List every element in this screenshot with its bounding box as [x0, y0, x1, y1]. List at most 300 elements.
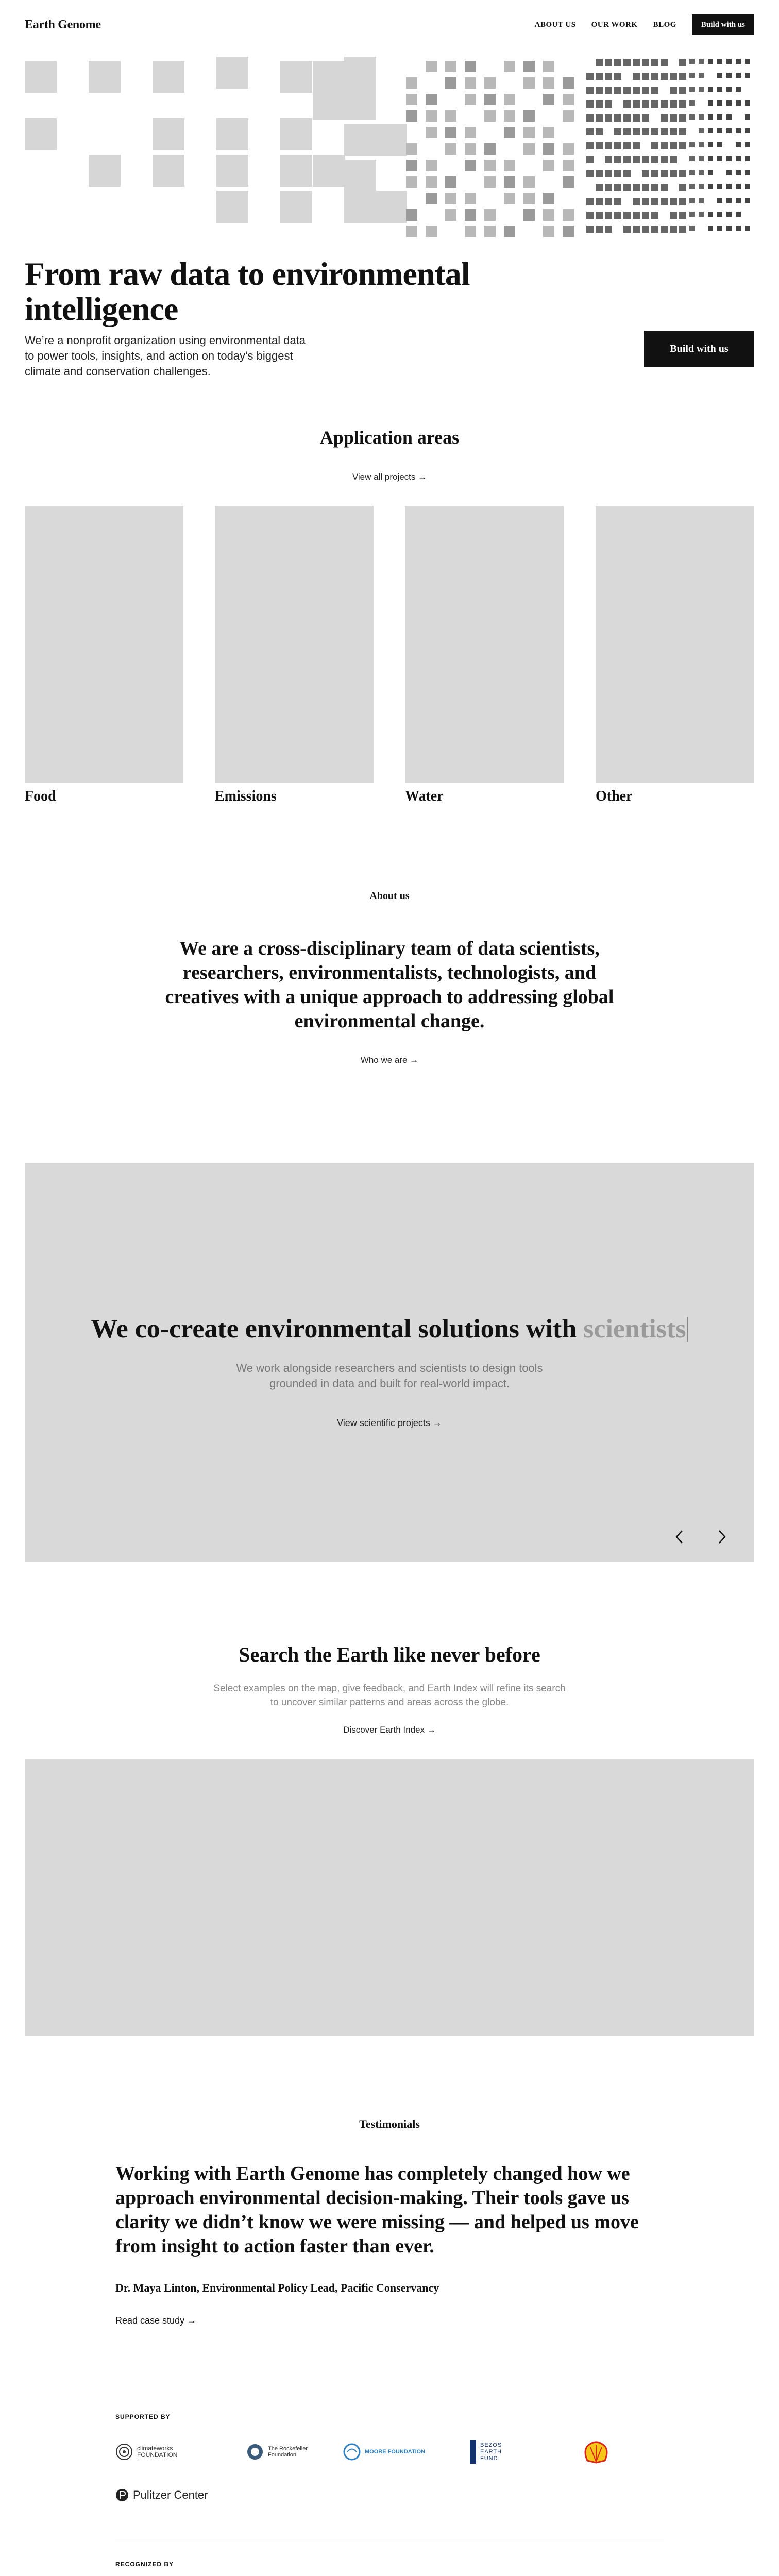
pattern-square — [445, 61, 456, 72]
pattern-square — [708, 59, 713, 64]
pattern-square — [465, 94, 476, 105]
pattern-square — [426, 176, 437, 188]
pattern-square — [426, 226, 437, 237]
pattern-square — [717, 212, 722, 217]
pattern-square — [679, 73, 686, 80]
cocreate-carousel — [25, 1163, 754, 1562]
pattern-square — [745, 170, 750, 175]
pattern-square — [586, 226, 594, 233]
pattern-square — [426, 160, 437, 171]
hero-title: From raw data to environmental intelligence — [25, 256, 470, 327]
supported-by-label: SUPPORTED BY — [115, 2413, 171, 2420]
pattern-square — [563, 209, 574, 221]
pattern-square — [633, 212, 640, 219]
pattern-square — [736, 156, 741, 161]
pattern-square — [689, 100, 695, 106]
pattern-square — [661, 142, 668, 149]
top-nav — [0, 0, 779, 49]
pattern-square — [651, 212, 658, 219]
pattern-square — [717, 142, 722, 147]
pattern-square — [661, 100, 668, 108]
pattern-square — [596, 198, 603, 205]
pattern-square — [726, 114, 732, 120]
pattern-square — [465, 160, 476, 171]
chevron-left-icon[interactable] — [669, 1527, 689, 1547]
pattern-square — [651, 128, 658, 135]
pattern-square — [406, 143, 417, 155]
pattern-square — [445, 143, 456, 155]
pattern-square — [736, 198, 741, 203]
pattern-square — [642, 128, 649, 135]
pattern-square — [745, 184, 750, 189]
pattern-square — [523, 127, 535, 138]
pattern-square — [679, 184, 686, 191]
pattern-square — [679, 114, 686, 122]
pattern-square — [633, 100, 640, 108]
pattern-square — [708, 170, 713, 175]
pattern-square — [651, 226, 658, 233]
pattern-square — [216, 57, 248, 89]
pattern-square — [623, 100, 631, 108]
hero-build-button[interactable]: Build with us — [644, 331, 754, 367]
pattern-square — [543, 127, 554, 138]
pattern-square — [445, 193, 456, 204]
pattern-square — [406, 226, 417, 237]
pattern-square — [699, 156, 704, 161]
pattern-square — [605, 59, 612, 66]
pattern-square — [689, 87, 695, 92]
pattern-square — [623, 59, 631, 66]
card-label-water[interactable]: Water — [405, 788, 444, 804]
pattern-square — [596, 73, 603, 80]
pattern-square — [614, 87, 621, 94]
pattern-square — [717, 128, 722, 133]
pattern-square — [661, 128, 668, 135]
pattern-square — [699, 128, 704, 133]
pattern-square — [623, 226, 631, 233]
pattern-square — [596, 59, 603, 66]
pattern-square — [651, 184, 658, 191]
pattern-square — [586, 73, 594, 80]
pattern-square — [745, 114, 750, 120]
pattern-square — [484, 160, 496, 171]
recognized-by-label: RECOGNIZED BY — [115, 2561, 174, 2568]
pattern-square — [745, 142, 750, 147]
pattern-square — [344, 57, 376, 89]
pattern-square — [736, 170, 741, 175]
pattern-square — [586, 142, 594, 149]
pattern-square — [726, 128, 732, 133]
pattern-square — [465, 193, 476, 204]
pattern-square — [679, 100, 686, 108]
pattern-square — [445, 110, 456, 122]
pattern-square — [216, 191, 248, 223]
pattern-square — [708, 212, 713, 217]
pattern-square — [670, 170, 677, 177]
logo[interactable]: Earth Genome — [25, 18, 101, 31]
pattern-square — [280, 155, 312, 187]
pattern-square — [563, 110, 574, 122]
pattern-square — [651, 73, 658, 80]
pattern-square — [670, 114, 677, 122]
typing-cursor — [687, 1317, 688, 1342]
pattern-square — [280, 118, 312, 150]
pattern-square — [344, 191, 376, 223]
pattern-square — [661, 59, 668, 66]
pattern-square — [614, 73, 621, 80]
pattern-square — [679, 87, 686, 94]
pattern-square — [717, 156, 722, 161]
pattern-square — [679, 212, 686, 219]
pattern-square — [406, 209, 417, 221]
pattern-square — [679, 59, 686, 66]
applications-title: Application areas — [319, 427, 460, 448]
pattern-square — [216, 155, 248, 187]
pattern-square — [623, 114, 631, 122]
pattern-square — [689, 142, 695, 147]
pattern-square — [745, 100, 750, 106]
pattern-square — [504, 176, 515, 188]
pattern-square — [745, 198, 750, 203]
pattern-square — [699, 212, 704, 217]
pattern-square — [633, 198, 640, 205]
pattern-square — [563, 226, 574, 237]
view-all-projects-link[interactable]: View all projects → — [352, 472, 427, 482]
pattern-square — [523, 176, 535, 188]
pattern-square — [661, 114, 668, 122]
pattern-square — [717, 198, 722, 203]
pattern-square — [651, 142, 658, 149]
pattern-square — [586, 100, 594, 108]
pattern-square — [633, 142, 640, 149]
pattern-square — [661, 170, 668, 177]
card-water[interactable] — [405, 506, 564, 783]
pattern-square — [406, 94, 417, 105]
discover-earth-index-link[interactable]: Discover Earth Index → — [343, 1725, 436, 1735]
bezos-earth-fund-logo: BEZOS EARTH FUND — [470, 2440, 516, 2464]
pattern-square — [426, 61, 437, 72]
pattern-square — [642, 170, 649, 177]
pattern-square — [605, 73, 612, 80]
pattern-square — [717, 73, 722, 78]
pattern-square — [699, 170, 704, 175]
pattern-square — [605, 114, 612, 122]
pattern-square — [614, 114, 621, 122]
pattern-square — [642, 73, 649, 80]
hero-pattern — [25, 57, 754, 242]
pattern-square — [670, 100, 677, 108]
pattern-square — [596, 170, 603, 177]
climateworks-logo: climateworks FOUNDATION — [115, 2443, 194, 2461]
pattern-square — [523, 77, 535, 89]
pattern-square — [605, 184, 612, 191]
card-other[interactable] — [596, 506, 754, 783]
pattern-square — [651, 87, 658, 94]
pattern-square — [689, 226, 695, 231]
pattern-square — [670, 156, 677, 163]
pattern-square — [543, 209, 554, 221]
pulitzer-center-logo: Pulitzer Center — [115, 2488, 208, 2502]
pattern-square — [736, 212, 741, 217]
moore-logo: MOORE FOUNDATION — [343, 2443, 425, 2461]
pattern-square — [736, 128, 741, 133]
pattern-square — [736, 73, 741, 78]
pattern-square — [484, 209, 496, 221]
pattern-square — [708, 226, 713, 231]
pattern-square — [504, 226, 515, 237]
pattern-square — [344, 160, 376, 192]
pattern-square — [689, 156, 695, 161]
cocreate-title — [25, 1314, 754, 1344]
pattern-square — [623, 142, 631, 149]
pattern-square — [679, 226, 686, 233]
about-kicker: About us — [369, 890, 410, 902]
pattern-square — [596, 114, 603, 122]
pattern-square — [708, 100, 713, 106]
pattern-square — [661, 184, 668, 191]
cocreate-subtitle: We work alongside researchers and scientists to design tools grounded in data and built for real-world impact. — [236, 1362, 543, 1390]
pattern-square — [596, 87, 603, 94]
card-emissions[interactable] — [215, 506, 374, 783]
pattern-square — [651, 100, 658, 108]
pattern-square — [623, 184, 631, 191]
pattern-square — [153, 118, 184, 150]
pattern-square — [596, 184, 603, 191]
pattern-square — [484, 143, 496, 155]
pattern-square — [25, 118, 57, 150]
pattern-square — [563, 77, 574, 89]
pattern-square — [596, 128, 603, 135]
pattern-square — [670, 226, 677, 233]
pattern-square — [736, 59, 741, 64]
pattern-square — [465, 226, 476, 237]
pattern-square — [670, 73, 677, 80]
pattern-square — [623, 170, 631, 177]
about-text: We are a cross-disciplinary team of data scientists, researchers, environmentalists, technologists, and creatives with a unique approach to addressing global environmental change. — [165, 938, 614, 1032]
pattern-square — [623, 212, 631, 219]
pattern-square — [726, 184, 732, 189]
pattern-square — [523, 209, 535, 221]
pattern-square — [484, 176, 496, 188]
pattern-square — [642, 59, 649, 66]
pattern-square — [216, 118, 248, 150]
nav-blog[interactable]: BLOG — [653, 20, 676, 29]
pattern-square — [445, 77, 456, 89]
pattern-square — [280, 61, 312, 93]
pattern-square — [523, 193, 535, 204]
pattern-square — [699, 114, 704, 120]
pattern-square — [736, 142, 741, 147]
testimonial-quote: Working with Earth Genome has completely changed how we approach environmental decision-making. Their tools gave us clarity we didn’t know we were missing — and helped us move from insight to action faster than ever. — [115, 2163, 639, 2257]
pattern-square — [605, 87, 612, 94]
pattern-square — [717, 59, 722, 64]
pattern-square — [689, 59, 695, 64]
who-we-are-link[interactable]: Who we are → — [360, 1055, 419, 1065]
pattern-square — [661, 226, 668, 233]
pattern-square — [745, 156, 750, 161]
pattern-square — [661, 156, 668, 163]
pattern-square — [614, 198, 621, 205]
card-label-other[interactable]: Other — [596, 788, 633, 804]
pattern-square — [586, 128, 594, 135]
pattern-square — [344, 88, 376, 120]
pattern-square — [426, 127, 437, 138]
view-scientific-projects-link[interactable]: View scientific projects → — [337, 1418, 442, 1428]
pattern-square — [708, 142, 713, 147]
pattern-square — [726, 100, 732, 106]
pattern-square — [445, 127, 456, 138]
chevron-right-icon[interactable] — [712, 1527, 733, 1547]
pattern-square — [614, 184, 621, 191]
pattern-square — [633, 184, 640, 191]
pattern-square — [605, 170, 612, 177]
pattern-square — [642, 100, 649, 108]
pattern-square — [543, 193, 554, 204]
pattern-square — [633, 128, 640, 135]
pattern-square — [504, 127, 515, 138]
pattern-square — [614, 212, 621, 219]
pattern-square — [689, 73, 695, 78]
pattern-square — [726, 73, 732, 78]
pattern-square — [89, 61, 121, 93]
pattern-square — [642, 226, 649, 233]
pattern-square — [344, 124, 376, 156]
pattern-square — [465, 61, 476, 72]
pattern-square — [484, 77, 496, 89]
pattern-square — [736, 226, 741, 231]
pattern-square — [726, 170, 732, 175]
pattern-square — [375, 191, 407, 223]
pattern-square — [543, 160, 554, 171]
pattern-square — [596, 226, 603, 233]
pattern-square — [726, 59, 732, 64]
pattern-square — [726, 226, 732, 231]
pattern-square — [745, 59, 750, 64]
pattern-square — [153, 61, 184, 93]
card-label-emissions[interactable]: Emissions — [215, 788, 277, 804]
pattern-square — [708, 114, 713, 120]
pattern-square — [745, 128, 750, 133]
pattern-square — [605, 142, 612, 149]
read-case-study-link[interactable]: Read case study → — [115, 2315, 197, 2326]
pattern-square — [313, 88, 345, 120]
pattern-square — [543, 94, 554, 105]
pattern-square — [484, 94, 496, 105]
pattern-square — [25, 61, 57, 93]
nav-about-us[interactable]: ABOUT US — [534, 20, 576, 29]
pattern-square — [445, 176, 456, 188]
pattern-square — [651, 156, 658, 163]
pattern-square — [504, 160, 515, 171]
pattern-square — [614, 128, 621, 135]
pattern-square — [699, 73, 704, 78]
pattern-square — [670, 87, 677, 94]
pattern-square — [543, 61, 554, 72]
pattern-square — [699, 184, 704, 189]
pattern-square — [745, 226, 750, 231]
pattern-square — [642, 114, 649, 122]
pattern-square — [153, 155, 184, 187]
card-food[interactable] — [25, 506, 183, 783]
pattern-square — [406, 77, 417, 89]
pattern-square — [586, 114, 594, 122]
pattern-square — [679, 142, 686, 149]
shell-logo — [583, 2441, 609, 2464]
pattern-square — [563, 160, 574, 171]
pattern-square — [375, 124, 407, 156]
nav-build-button[interactable]: Build with us — [692, 14, 754, 35]
pattern-square — [689, 212, 695, 217]
pattern-square — [614, 59, 621, 66]
pattern-square — [596, 100, 603, 108]
pattern-square — [699, 142, 704, 147]
testimonial-author: Dr. Maya Linton, Environmental Policy Lead, Pacific Conservancy — [115, 2281, 439, 2294]
pattern-square — [605, 212, 612, 219]
pattern-square — [633, 73, 640, 80]
cocreate-title-prefix: We co-create environmental solutions with — [91, 1314, 577, 1344]
pattern-square — [717, 184, 722, 189]
pattern-square — [465, 127, 476, 138]
pattern-square — [642, 156, 649, 163]
pattern-square — [689, 170, 695, 175]
pattern-square — [605, 198, 612, 205]
pattern-square — [679, 198, 686, 205]
pattern-square — [504, 94, 515, 105]
pattern-square — [426, 110, 437, 122]
pattern-square — [689, 184, 695, 189]
pattern-square — [670, 128, 677, 135]
pattern-square — [717, 100, 722, 106]
pattern-square — [670, 212, 677, 219]
pattern-square — [614, 142, 621, 149]
pattern-square — [708, 87, 713, 92]
pattern-square — [633, 87, 640, 94]
rockefeller-logo: The Rockefeller Foundation — [246, 2443, 319, 2461]
pattern-square — [563, 176, 574, 188]
pattern-square — [633, 114, 640, 122]
pattern-square — [633, 226, 640, 233]
pattern-square — [426, 193, 437, 204]
nav-our-work[interactable]: OUR WORK — [591, 20, 638, 29]
pattern-square — [726, 87, 732, 92]
pattern-square — [484, 226, 496, 237]
pattern-square — [543, 77, 554, 89]
pattern-square — [623, 128, 631, 135]
search-title: Search the Earth like never before — [239, 1643, 540, 1666]
pattern-square — [679, 170, 686, 177]
pattern-square — [484, 110, 496, 122]
pattern-square — [280, 191, 312, 223]
pattern-square — [717, 87, 722, 92]
pattern-square — [642, 212, 649, 219]
pattern-square — [543, 226, 554, 237]
pattern-square — [586, 87, 594, 94]
pattern-square — [504, 61, 515, 72]
pattern-square — [642, 87, 649, 94]
pattern-square — [623, 87, 631, 94]
pattern-square — [699, 87, 704, 92]
pattern-square — [708, 156, 713, 161]
pattern-square — [717, 114, 722, 120]
pattern-square — [670, 142, 677, 149]
pattern-square — [89, 155, 121, 187]
card-label-food[interactable]: Food — [25, 788, 56, 804]
pattern-square — [726, 212, 732, 217]
pattern-square — [605, 156, 612, 163]
pattern-square — [586, 156, 594, 163]
pattern-square — [699, 59, 704, 64]
pattern-square — [736, 87, 741, 92]
